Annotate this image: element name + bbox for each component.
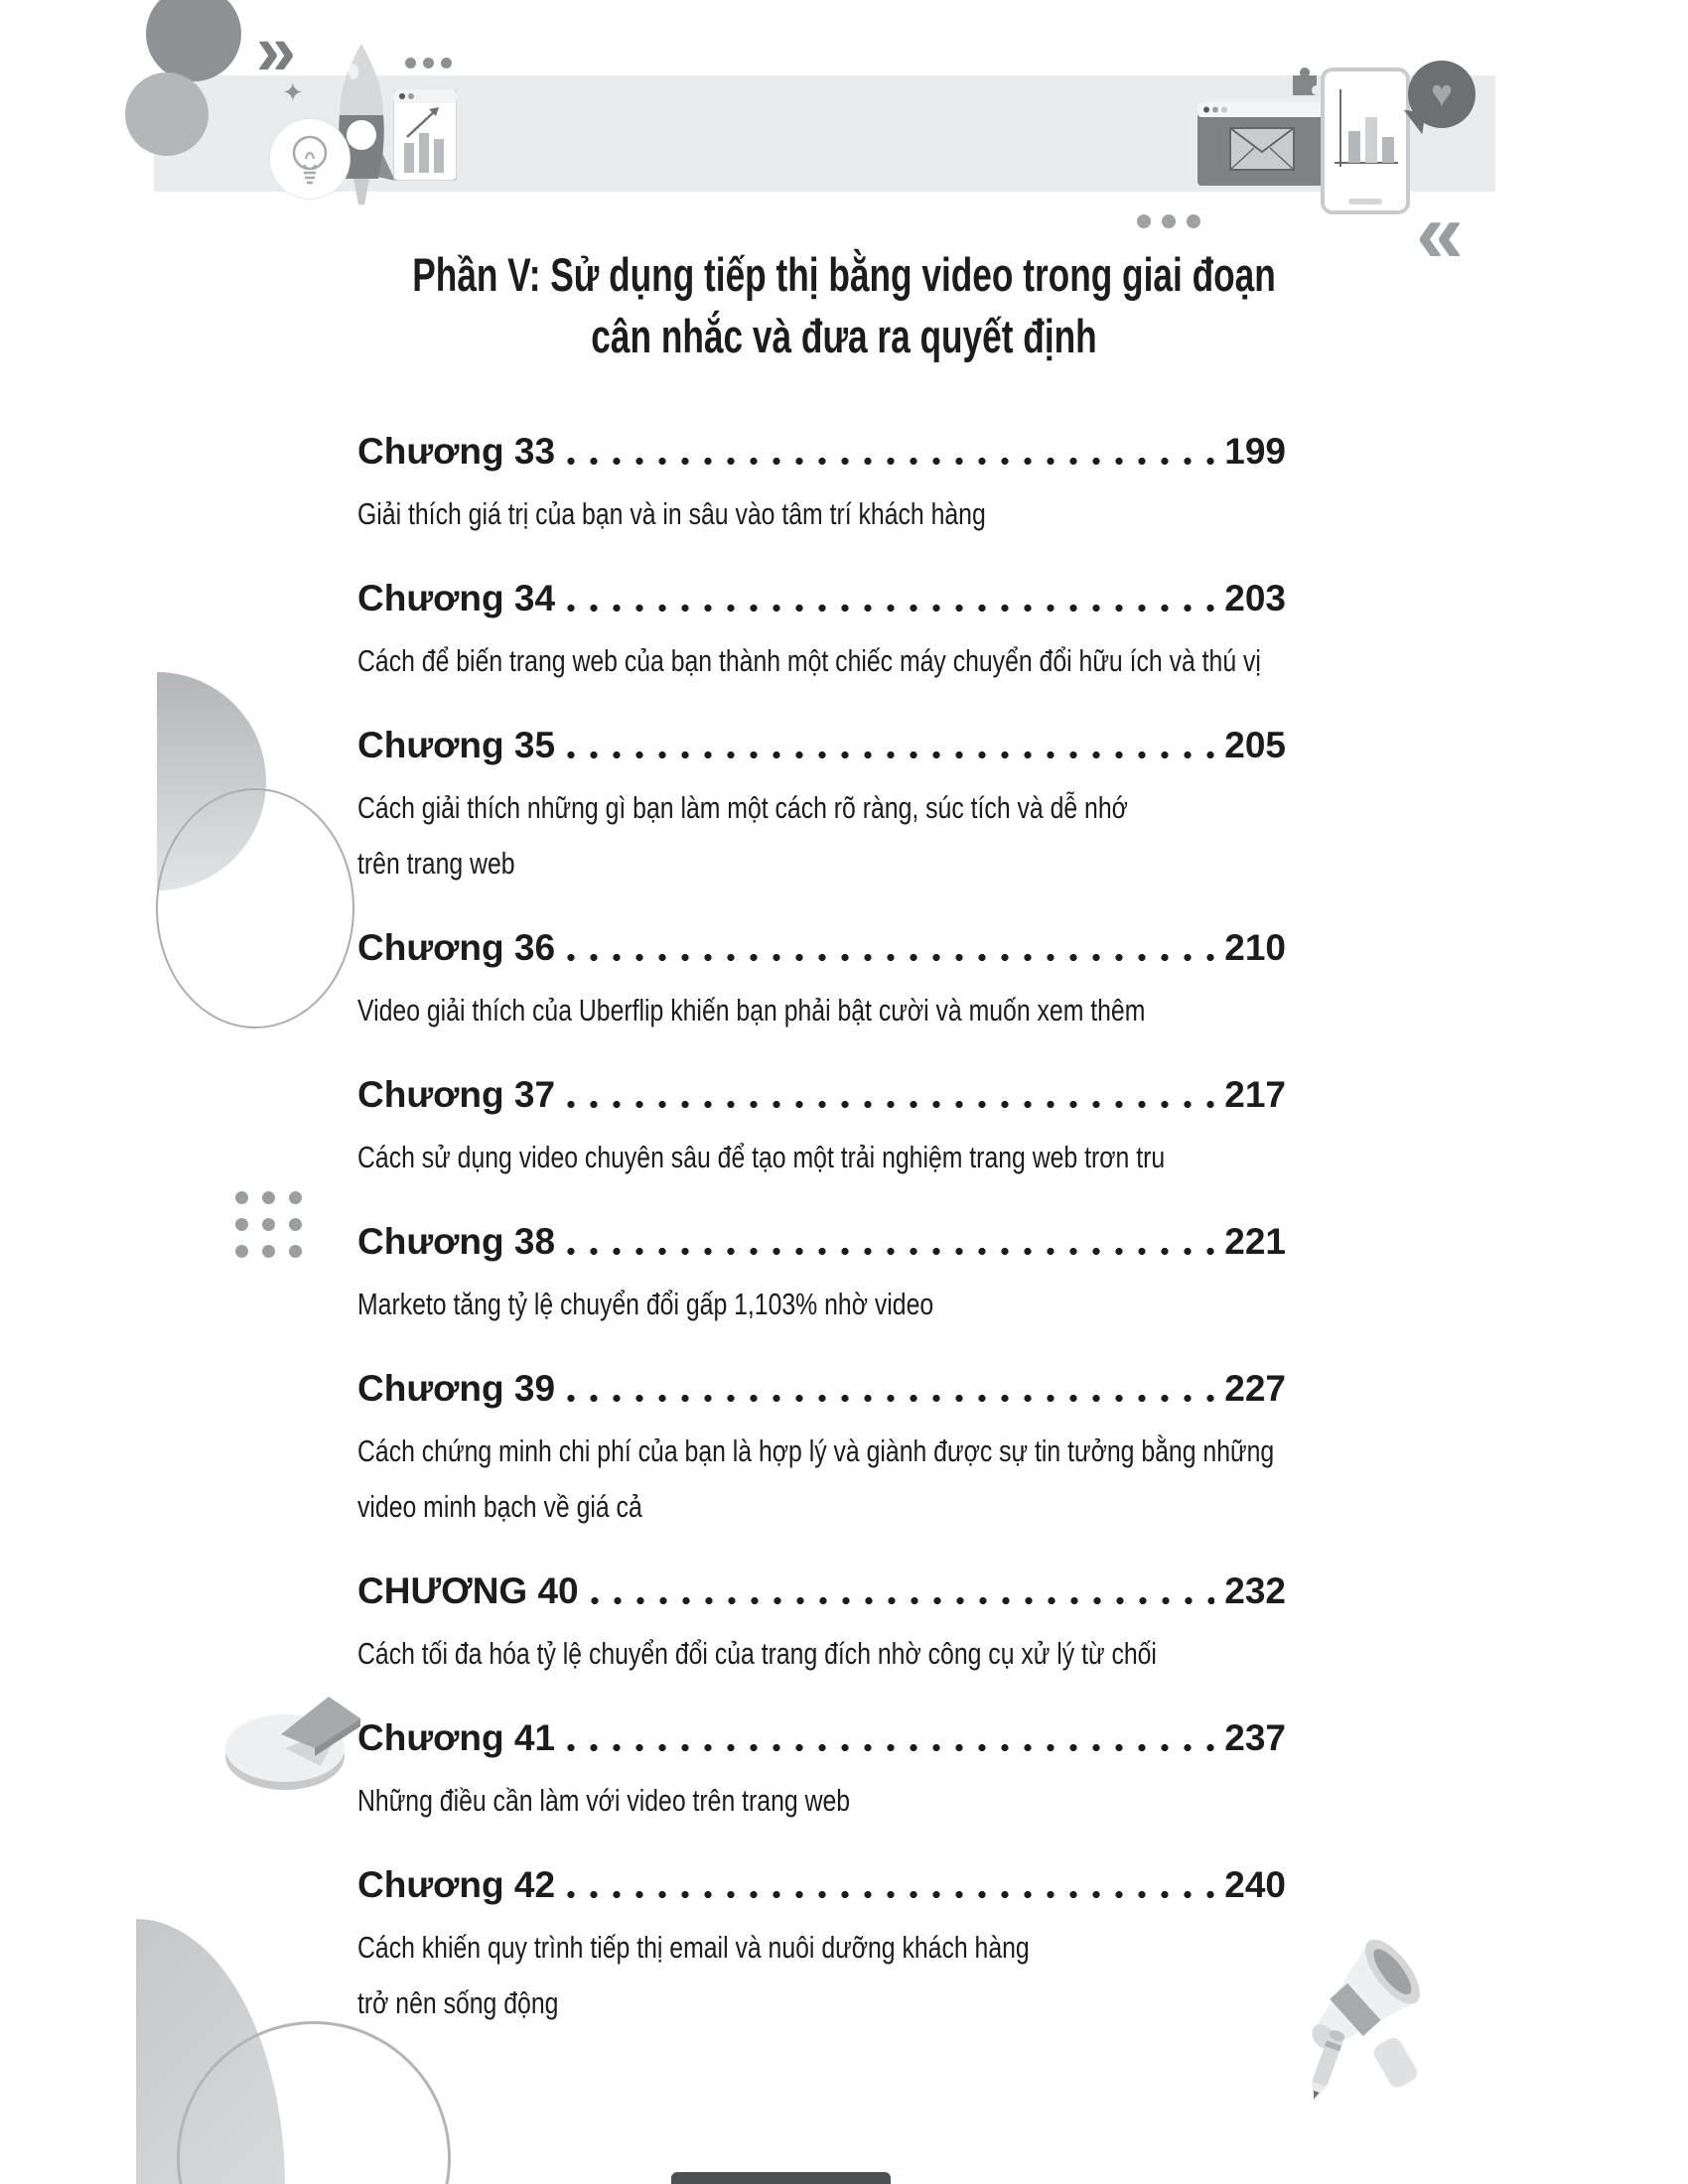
puzzle-icon [1287,62,1323,104]
decor-bottom-bar [671,2172,891,2184]
megaphone-icon [1263,1916,1477,2119]
chapter-label: Chương 39 [357,1368,556,1409]
chapter-label: Chương 33 [357,431,556,472]
chapter-label: Chương 42 [357,1864,556,1905]
chapter-description: video minh bạch về giá cả [357,1489,642,1524]
chapter-label: Chương 34 [357,578,556,618]
chapter-description: Cách chứng minh chi phí của bạn là hợp lý và giành được sự tin tưởng bằng những [357,1433,1275,1468]
bar-chart-window-icon [393,89,457,186]
section-title-line2: cân nhắc và đưa ra quyết định [591,310,1097,362]
decor-ellipse-outline [156,788,354,1028]
dot-leader [567,457,1214,466]
phone-chart-icon [1321,68,1410,214]
chapter-description: Cách khiến quy trình tiếp thị email và nuôi dưỡng khách hàng [357,1930,1030,1965]
dots-grid-icon [235,1191,302,1258]
toc-entry-chapter-36 [357,923,1286,1038]
dot-leader [567,953,1214,962]
chapter-description: Cách tối đa hóa tỷ lệ chuyển đổi của trang đích nhờ công cụ xử lý từ chối [357,1636,1157,1671]
chapter-label: CHƯƠNG 40 [357,1570,579,1611]
chapter-label: Chương 36 [357,927,556,968]
chapter-label: Chương 37 [357,1074,556,1115]
table-of-contents [357,427,1286,2063]
chapter-page-number: 203 [1224,578,1286,618]
dot-leader [567,751,1214,759]
dot-leader [567,1100,1214,1109]
chapter-description: Cách giải thích những gì bạn làm một cách rõ ràng, súc tích và dễ nhớ [357,790,1128,825]
decor-circle-light [125,72,209,156]
section-title-line1: Phần V: Sử dụng tiếp thị bằng video trong giai đoạn [412,248,1276,301]
chapter-page-number: 210 [1224,927,1286,968]
chapter-description: Giải thích giá trị của bạn và in sâu vào tâm trí khách hàng [357,496,986,531]
chapter-page-number: 237 [1224,1717,1286,1758]
chapter-page-number: 221 [1224,1221,1286,1262]
three-dots-icon [405,58,452,68]
three-dots-icon [1137,214,1200,228]
chapter-description: Cách sử dụng video chuyên sâu để tạo một trải nghiệm trang web trơn tru [357,1140,1166,1174]
phone-home-bar [1348,199,1382,205]
decor-circle-dark [146,0,241,81]
chapter-page-number: 217 [1224,1074,1286,1115]
pie-chart-icon [223,1683,362,1799]
chapter-description: trên trang web [357,846,515,881]
chevrons-left-icon: « [1416,186,1456,281]
chapter-page-number: 227 [1224,1368,1286,1409]
chapter-description: Những điều cần làm với video trên trang web [357,1783,851,1818]
toc-entry-chapter-41 [357,1713,1286,1829]
chapter-description: trở nên sống động [357,1985,559,2020]
heart-bubble-tail [1401,110,1426,135]
toc-entry-chapter-37 [357,1070,1286,1185]
chapter-description: Marketo tăng tỷ lệ chuyển đổi gấp 1,103% nhờ video [357,1287,934,1321]
toc-entry-chapter-38 [357,1217,1286,1332]
toc-entry-chapter-34 [357,574,1286,689]
dot-leader [567,604,1214,613]
toc-entry-chapter-35 [357,721,1286,891]
chapter-page-number: 199 [1224,431,1286,472]
dot-leader [591,1596,1215,1605]
chapter-description: Video giải thích của Uberflip khiến bạn phải bật cười và muốn xem thêm [357,993,1146,1027]
chapter-description: Cách để biến trang web của bạn thành một chiếc máy chuyển đổi hữu ích và thú vị [357,643,1261,678]
chevrons-right-icon: » [256,11,291,90]
email-window-icon [1197,102,1327,191]
heart-icon: ♥ [1430,73,1454,115]
toc-entry-chapter-42 [357,1860,1286,2031]
toc-entry-chapter-40 [357,1567,1286,1682]
chapter-label: Chương 41 [357,1717,556,1758]
chapter-label: Chương 35 [357,725,556,765]
chapter-page-number: 240 [1224,1864,1286,1905]
dot-leader [567,1743,1214,1752]
chapter-label: Chương 38 [357,1221,556,1262]
toc-entry-chapter-33 [357,427,1286,542]
chapter-page-number: 205 [1224,725,1286,765]
lightbulb-icon [270,119,350,199]
dot-leader [567,1394,1214,1403]
dot-leader [567,1247,1214,1256]
toc-entry-chapter-39 [357,1364,1286,1535]
section-title [211,244,1477,367]
sparkle-icon: ✦ [282,77,304,107]
dot-leader [567,1890,1214,1899]
chapter-page-number: 232 [1224,1570,1286,1611]
